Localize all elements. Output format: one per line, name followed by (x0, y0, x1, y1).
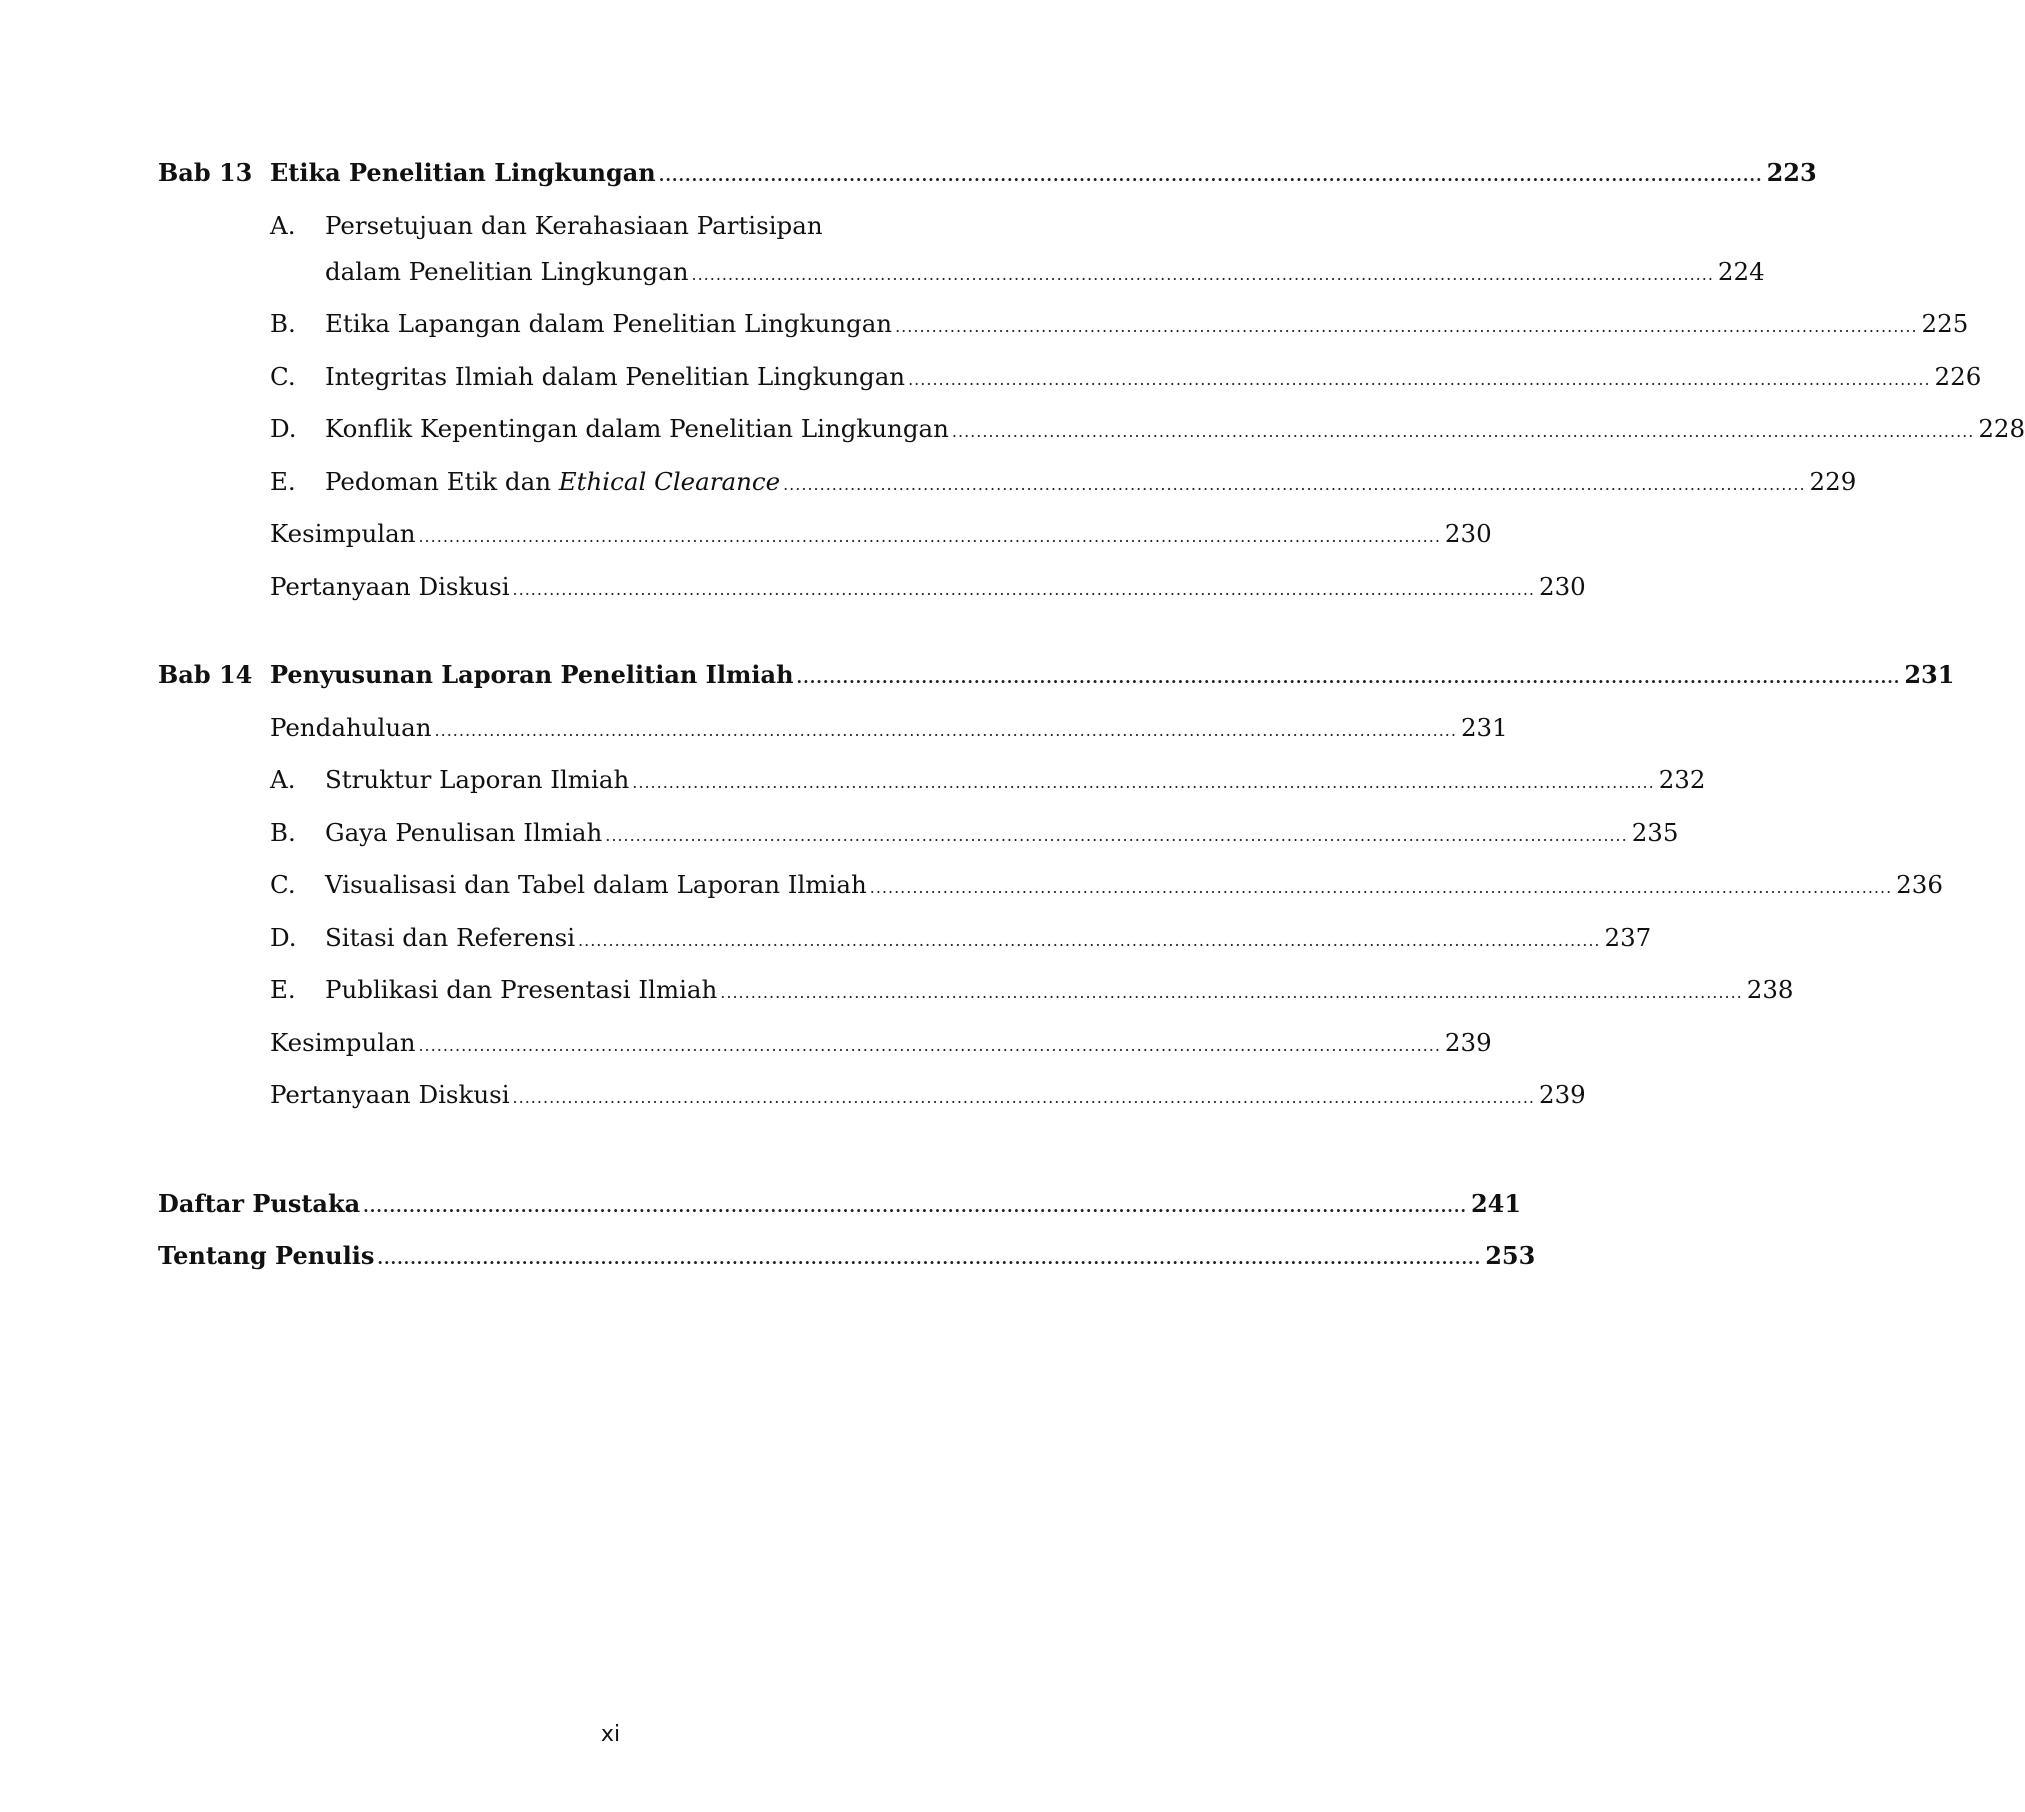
dot-leader: ........................................................................................................................................................................ (895, 317, 1918, 336)
dot-leader: ........................................................................................................................................................................ (796, 668, 1901, 687)
dot-leader: ........................................................................................................................................................................ (418, 527, 1441, 546)
page-number: 225 (1921, 309, 1969, 338)
page-number: 236 (1896, 870, 1943, 899)
chapter-title: Etika Penelitian Lingkungan (270, 158, 656, 187)
entry-title: Kesimpulan (270, 519, 416, 548)
chapter-heading[interactable] (158, 158, 1817, 211)
toc-entry[interactable] (158, 975, 1794, 1028)
dot-leader: ........................................................................................................................................................................ (658, 166, 1763, 185)
back-matter (158, 1188, 1536, 1294)
entry-title: Publikasi dan Presentasi Ilmiah (325, 975, 718, 1004)
toc-entry[interactable] (158, 765, 1706, 818)
entry-letter: A. (270, 210, 296, 240)
toc-entry-about-author[interactable] (158, 1241, 1536, 1294)
dot-leader: ........................................................................................................................................................................ (512, 1088, 1535, 1107)
page-number: 238 (1746, 975, 1794, 1004)
folio-page-number: xi (600, 1722, 621, 1747)
entry-title: Visualisasi dan Tabel dalam Laporan Ilmiah (325, 870, 867, 899)
entry-title (325, 467, 780, 496)
toc-entry[interactable] (158, 210, 1765, 310)
entry-title: Struktur Laporan Ilmiah (325, 765, 630, 794)
dot-leader: ........................................................................................................................................................................ (720, 983, 1743, 1002)
entry-title: Kesimpulan (270, 1027, 416, 1057)
toc-entry[interactable] (158, 712, 1508, 766)
table-of-contents (158, 158, 2025, 1294)
toc-entry[interactable] (158, 817, 1679, 871)
dot-leader: ........................................................................................................................................................................ (418, 1035, 1441, 1055)
toc-entry[interactable] (158, 571, 1586, 625)
dot-leader: ........................................................................................................................................................................ (632, 773, 1655, 792)
dot-leader: ........................................................................................................................................................................ (512, 579, 1535, 599)
page-number: 226 (1934, 361, 1982, 391)
page-number: 228 (1978, 414, 2025, 443)
dot-leader: ........................................................................................................................................................................ (691, 264, 1714, 284)
entry-letter: D. (270, 414, 297, 443)
dot-leader: ........................................................................................................................................................................ (951, 422, 1975, 441)
dot-leader: ........................................................................................................................................................................ (434, 720, 1457, 740)
page-number: 232 (1658, 765, 1706, 794)
chapter-heading[interactable] (158, 660, 1955, 713)
entry-title: Sitasi dan Referensi (325, 922, 576, 952)
toc-entry[interactable] (158, 1080, 1586, 1133)
entry-letter: C. (270, 870, 296, 899)
page-number: 223 (1766, 158, 1817, 187)
toc-entry[interactable] (158, 870, 1943, 923)
toc-entry[interactable] (158, 922, 1652, 976)
dot-leader: ........................................................................................................................................................................ (783, 474, 1806, 494)
page-number: 237 (1604, 922, 1652, 952)
toc-entry-bibliography[interactable] (158, 1188, 1522, 1242)
toc-entry[interactable] (158, 309, 1969, 362)
page-number: 230 (1538, 571, 1586, 601)
page-number: 229 (1809, 466, 1857, 496)
page-number: 241 (1470, 1188, 1522, 1218)
entry-title: Pendahuluan (270, 712, 432, 742)
entry-title: Gaya Penulisan Ilmiah (325, 817, 603, 847)
entry-title: Pertanyaan Diskusi (270, 571, 510, 601)
page-number: 239 (1538, 1080, 1586, 1109)
entry-title-line1: Persetujuan dan Kerahasiaan Partisipan (325, 210, 823, 240)
entry-title: Etika Lapangan dalam Penelitian Lingkungan (325, 309, 893, 338)
dot-leader: ........................................................................................................................................................................ (377, 1249, 1482, 1268)
entry-title: Integritas Ilmiah dalam Penelitian Lingkungan (325, 361, 906, 391)
entry-letter: B. (270, 817, 296, 847)
page-number: 253 (1485, 1241, 1536, 1270)
entry-letter: A. (270, 765, 296, 794)
page-number: 235 (1631, 817, 1679, 847)
entry-title-plain: Pedoman Etik dan (325, 466, 559, 496)
entry-title-line2: dalam Penelitian Lingkungan (325, 256, 689, 286)
toc-entry[interactable] (158, 1027, 1492, 1081)
entry-letter: D. (270, 922, 297, 952)
page-number: 231 (1460, 712, 1508, 742)
entry-title: Tentang Penulis (158, 1241, 375, 1270)
toc-entry[interactable] (158, 466, 1857, 520)
page-number: 224 (1717, 256, 1765, 286)
entry-letter: B. (270, 309, 296, 338)
entry-title-italic: Ethical Clearance (558, 466, 781, 496)
toc-entry[interactable] (158, 361, 1982, 415)
toc-entry[interactable] (158, 519, 1492, 572)
chapter-label: Bab 13 (158, 158, 253, 187)
entry-title: Pertanyaan Diskusi (270, 1080, 510, 1109)
chapter-14 (158, 660, 1955, 1133)
dot-leader: ........................................................................................................................................................................ (363, 1196, 1467, 1216)
page-number: 239 (1444, 1027, 1492, 1057)
entry-letter: E. (270, 975, 296, 1004)
toc-entry[interactable] (158, 414, 2025, 467)
entry-title: Konflik Kepentingan dalam Penelitian Lingkungan (325, 414, 949, 443)
dot-leader: ........................................................................................................................................................................ (869, 878, 1893, 897)
dot-leader: ........................................................................................................................................................................ (605, 825, 1628, 845)
chapter-13 (158, 158, 2025, 624)
page-number: 230 (1444, 519, 1492, 548)
dot-leader: ........................................................................................................................................................................ (578, 930, 1601, 950)
chapter-label: Bab 14 (158, 660, 253, 689)
dot-leader: ........................................................................................................................................................................ (908, 369, 1931, 389)
entry-title: Daftar Pustaka (158, 1188, 361, 1218)
entry-letter: E. (270, 466, 296, 496)
chapter-title: Penyusunan Laporan Penelitian Ilmiah (270, 660, 794, 689)
entry-letter: C. (270, 361, 296, 391)
page-number: 231 (1904, 660, 1955, 689)
